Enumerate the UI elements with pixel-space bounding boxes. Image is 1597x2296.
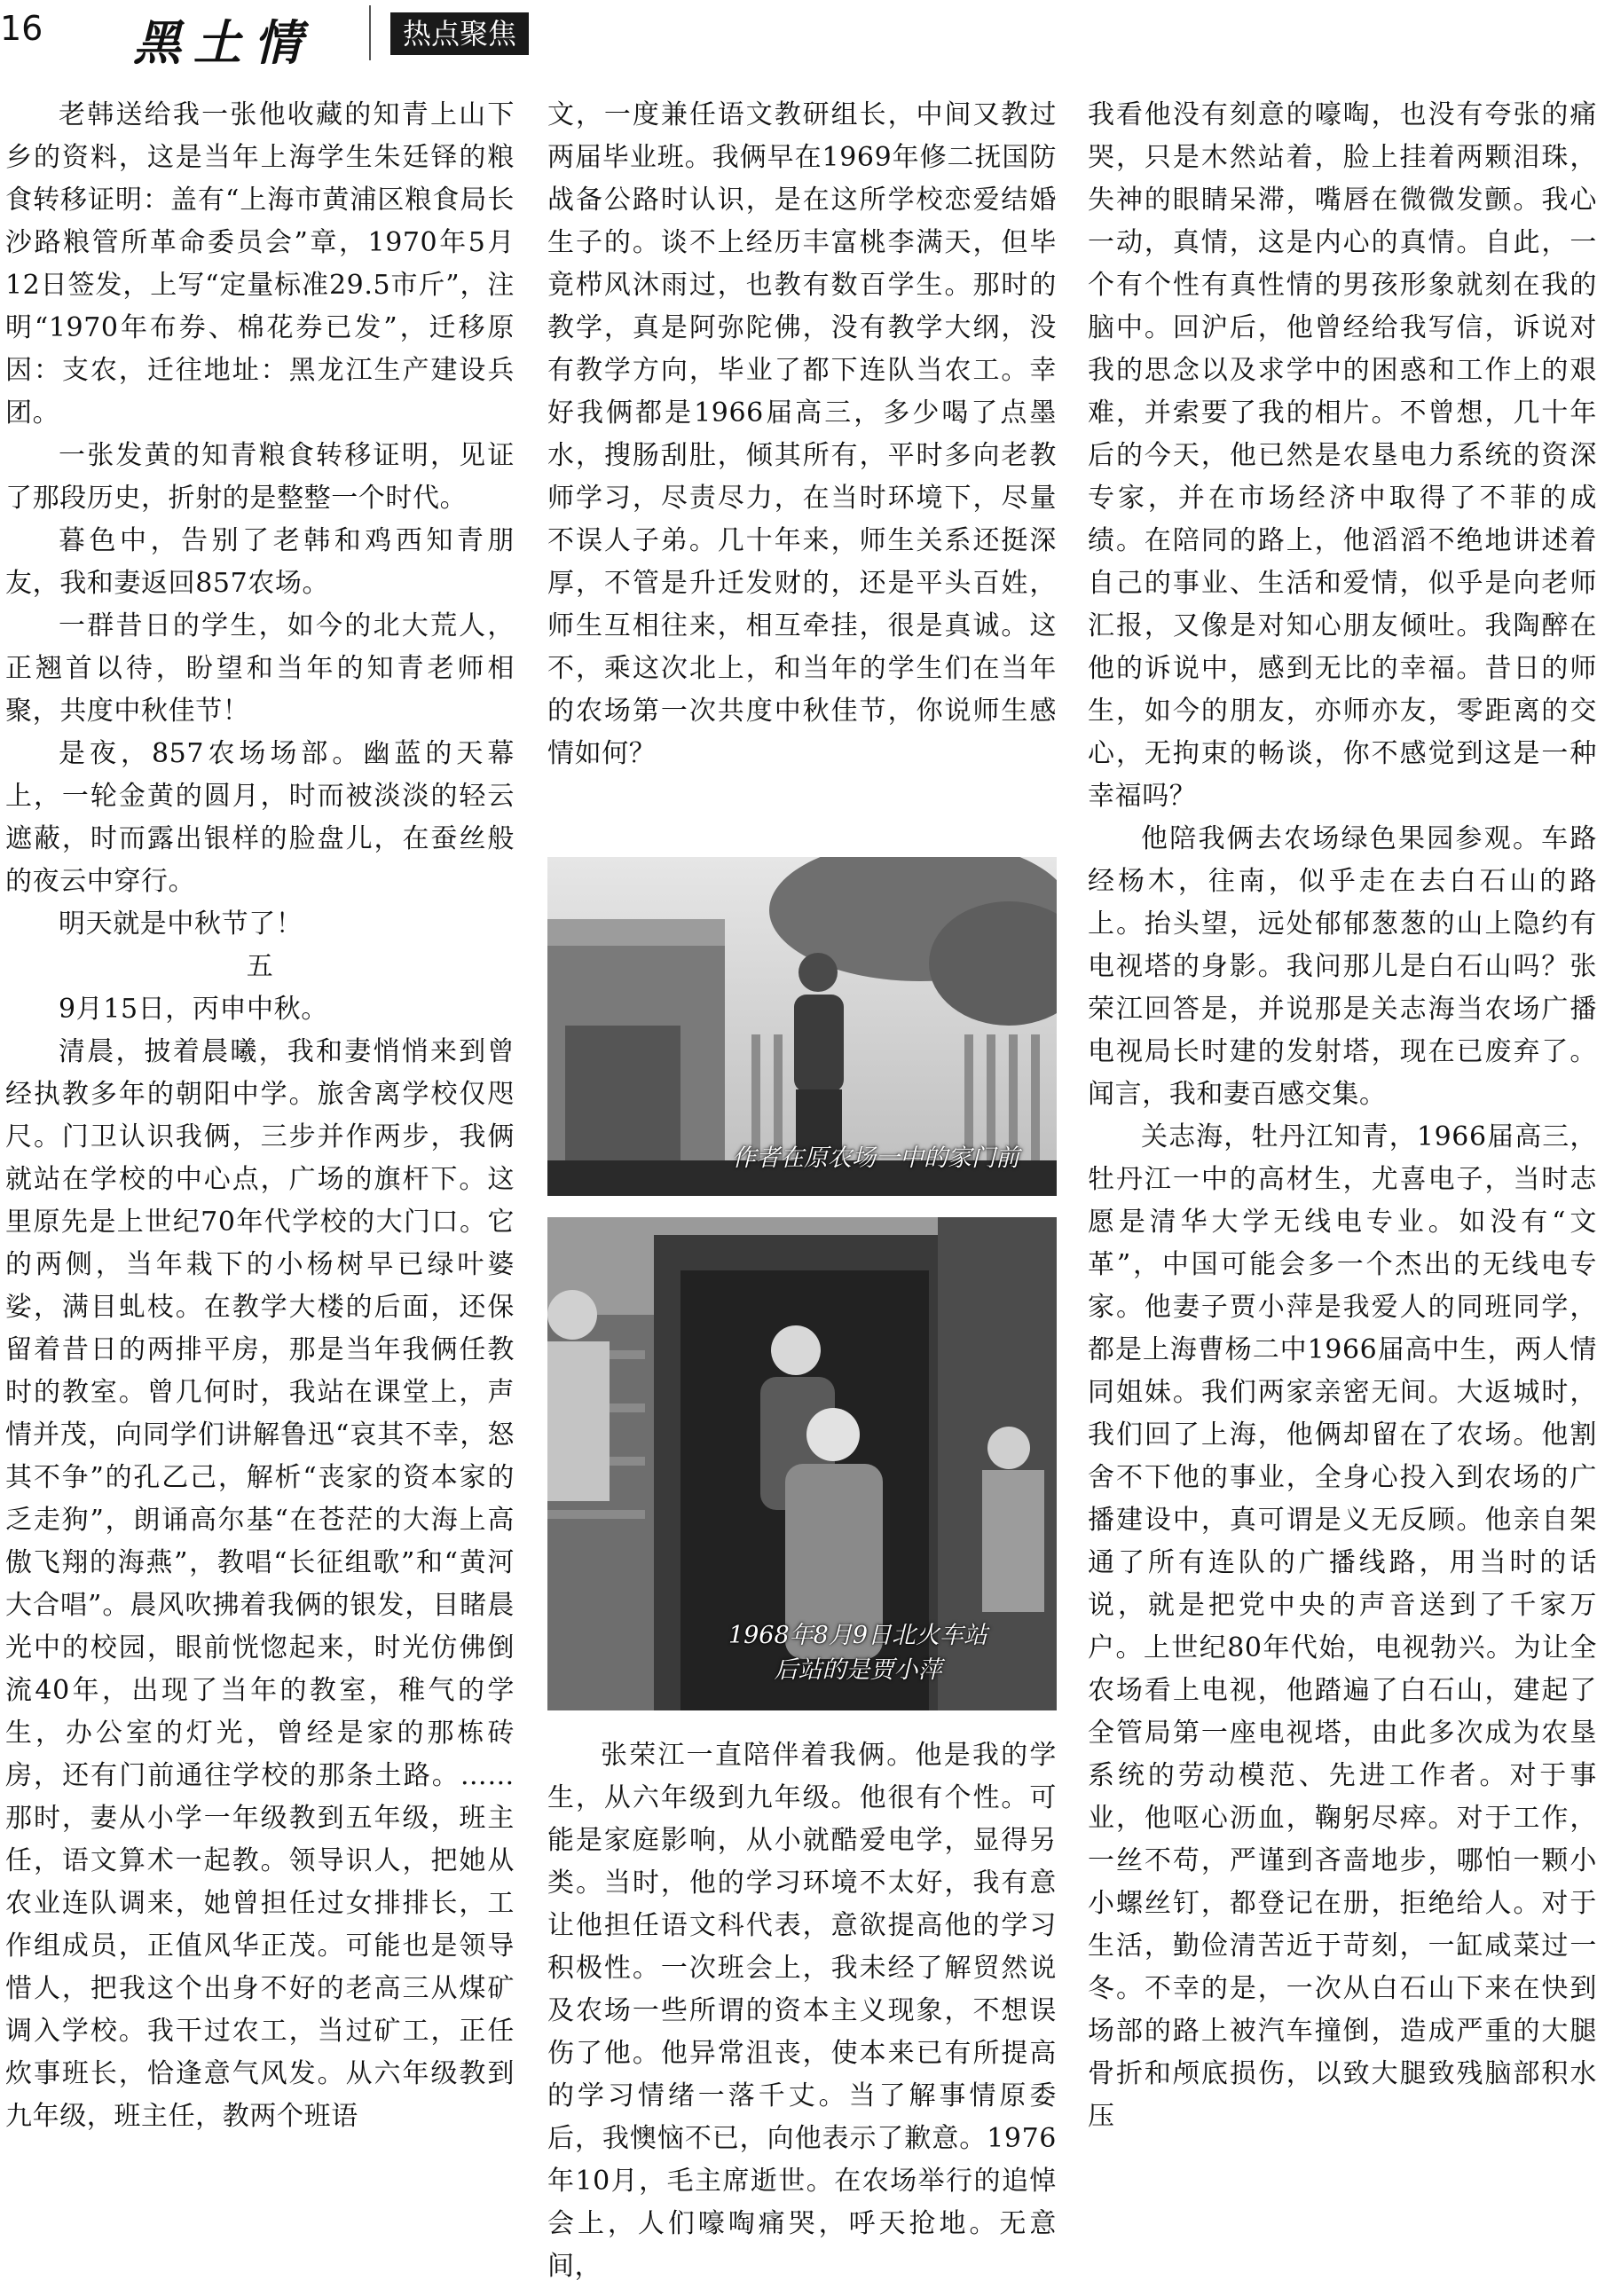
article-column-2-top	[547, 94, 1057, 848]
paragraph: 是夜，857农场场部。幽蓝的天幕上，一轮金黄的圆月，时而被淡淡的轻云遮蔽，时而露出银样的脸盘儿，在蚕丝般的夜云中穿行。	[5, 738, 515, 897]
paragraph: 一群昔日的学生，如今的北大荒人，正翘首以待，盼望和当年的知青老师相聚，共度中秋佳节！	[5, 610, 515, 727]
section-tag: 热点聚焦	[390, 12, 529, 55]
article-column-1	[5, 94, 515, 2290]
paragraph: 文，一度兼任语文教研组长，中间又教过两届毕业班。我俩早在1969年修二抚国防战备公路时认识，是在这所学校恋爱结婚生子的。谈不上经历丰富桃李满天，但毕竟栉风沐雨过，也教有数百学生。那时的教学，真是阿弥陀佛，没有教学大纲，没有教学方向，毕业了都下连队当农工。幸好我俩都是1966届高三，多少喝了点墨水，搜肠刮肚，倾其所有，平时多向老教师学习，尽责尽力，在当时环境下，尽量不误人子弟。几十年来，师生关系还挺深厚，不管是升迁发财的，还是平头百姓，师生互相往来，相互牵挂，很是真诚。这不，乘这次北上，和当年的学生们在当年的农场第一次共度中秋佳节，你说师生感情如何？	[547, 99, 1057, 769]
page-header	[0, 0, 1597, 71]
paragraph: 暮色中，告别了老韩和鸡西知青朋友，我和妻返回857农场。	[5, 525, 515, 599]
paragraph: 他陪我俩去农场绿色果园参观。车路经杨木，往南，似乎走在去白石山的路上。抬头望，远处郁郁葱葱的山上隐约有电视塔的身影。我问那儿是白石山吗？张荣江回答是，并说那是关志海当农场广播电视局长时建的发射塔，现在已废弃了。闻言，我和妻百感交集。	[1088, 823, 1597, 1110]
paragraph: 老韩送给我一张他收藏的知青上山下乡的资料，这是当年上海学生朱廷铎的粮食转移证明：盖有“上海市黄浦区粮食局长沙路粮管所革命委员会”章，1970年5月12日签发，上写“定量标准29.5市斤”，注明“1970年布券、棉花券已发”，迁移原因：支农，迁往地址：黑龙江生产建设兵团。	[5, 99, 515, 429]
article-column-3	[1088, 94, 1597, 2290]
page-number: 16	[0, 9, 43, 48]
paragraph: 清晨，披着晨曦，我和妻悄悄来到曾经执教多年的朝阳中学。旅舍离学校仅咫尺。门卫认识我俩，三步并作两步，我俩就站在学校的中心点，广场的旗杆下。这里原先是上世纪70年代学校的大门口。它的两侧，当年栽下的小杨树早已绿叶婆娑，满目虬枝。在教学大楼的后面，还保留着昔日的两排平房，那是当年我俩任教时的教室。曾几何时，我站在课堂上，声情并茂，向同学们讲解鲁迅“哀其不幸，怒其不争”的孔乙己，解析“丧家的资本家的乏走狗”，朗诵高尔基“在苍茫的大海上高傲飞翔的海燕”，教唱“长征组歌”和“黄河大合唱”。晨风吹拂着我俩的银发，目睹晨光中的校园，眼前恍惚起来，时光仿佛倒流40年，出现了当年的教室，稚气的学生，办公室的灯光，曾经是家的那栋砖房，还有门前通往学校的那条土路。……那时，妻从小学一年级教到五年级，班主任，语文算术一起教。领导识人，把她从农业连队调来，她曾担任过女排排长，工作组成员，正值风华正茂。可能也是领导惜人，把我这个出身不好的老高三从煤矿调入学校。我干过农工，当过矿工，正任炊事班长，恰逢意气风发。从六年级教到九年级，班主任，教两个班语	[5, 1036, 515, 2132]
photo-caption-line: 1968年8月9日北火车站	[728, 1622, 988, 1649]
article-column-2-bottom	[547, 1734, 1057, 2290]
photo-caption-line: 后站的是贾小萍	[774, 1656, 942, 1685]
paragraph: 明天就是中秋节了！	[59, 908, 303, 940]
photo-caption	[680, 1618, 1035, 1687]
photo-train-station	[547, 1217, 1057, 1710]
paragraph: 张荣江一直陪伴着我俩。他是我的学生，从六年级到九年级。他很有个性。可能是家庭影响，从小就酷爱电学，显得另类。当时，他的学习环境不太好，我有意让他担任语文科代表，意欲提高他的学习积极性。一次班会上，我未经了解贸然说及农场一些所谓的资本主义现象，不想误伤了他。他异常沮丧，使本来已有所提高的学习情绪一落千丈。当了解事情原委后，我懊恼不已，向他表示了歉意。1976年10月，毛主席逝世。在农场举行的追悼会上，人们嚎啕痛哭，呼天抢地。无意间，	[547, 1740, 1057, 2282]
paragraph: 一张发黄的知青粮食转移证明，见证了那段历史，折射的是整整一个时代。	[5, 440, 515, 514]
paragraph: 我看他没有刻意的嚎啕，也没有夸张的痛哭，只是木然站着，脸上挂着两颗泪珠，失神的眼睛呆滞，嘴唇在微微发颤。我心一动，真情，这是内心的真情。自此，一个有个性有真性情的男孩形象就刻在我的脑中。回沪后，他曾经给我写信，诉说对我的思念以及求学中的困惑和工作上的艰难，并索要了我的相片。不曾想，几十年后的今天，他已然是农垦电力系统的资深专家，并在市场经济中取得了不菲的成绩。在陪同的路上，他滔滔不绝地讲述着自己的事业、生活和爱情，似乎是向老师汇报，又像是对知心朋友倾吐。我陶醉在他的诉说中，感到无比的幸福。昔日的师生，如今的朋友，亦师亦友，零距离的交心，无拘束的畅谈，你不感觉到这是一种幸福吗？	[1088, 99, 1597, 812]
section-number: 五	[246, 951, 274, 982]
photo-caption: 作者在原农场一中的家门前	[732, 1144, 1019, 1172]
header-divider	[369, 5, 371, 60]
paragraph: 9月15日，丙申中秋。	[59, 994, 328, 1025]
photo-author-home	[547, 857, 1057, 1196]
paragraph: 关志海，牡丹江知青，1966届高三，牡丹江一中的高材生，尤喜电子，当时志愿是清华大学无线电专业。如没有“文革”，中国可能会多一个杰出的无线电专家。他妻子贾小萍是我爱人的同班同学，都是上海曹杨二中1966届高中生，两人情同姐妹。我们两家亲密无间。大返城时，我们回了上海，他俩却留在了农场。他割舍不下他的事业，全身心投入到农场的广播建设中，真可谓是义无反顾。他亲自架通了所有连队的广播线路，用当时的话说，就是把党中央的声音送到了千家万户。上世纪80年代始，电视勃兴。为让全农场看上电视，他踏遍了白石山，建起了全管局第一座电视塔，由此多次成为农垦系统的劳动模范、先进工作者。对于事业，他呕心沥血，鞠躬尽瘁。对于工作，一丝不苟，严谨到吝啬地步，哪怕一颗小小螺丝钉，都登记在册，拒绝给人。对于生活，勤俭清苦近于苛刻，一缸咸菜过一冬。不幸的是，一次从白石山下来在快到场部的路上被汽车撞倒，造成严重的大腿骨折和颅底损伤，以致大腿致残脑部积水压	[1088, 1121, 1597, 2132]
magazine-brand: 黑土情	[133, 14, 314, 71]
